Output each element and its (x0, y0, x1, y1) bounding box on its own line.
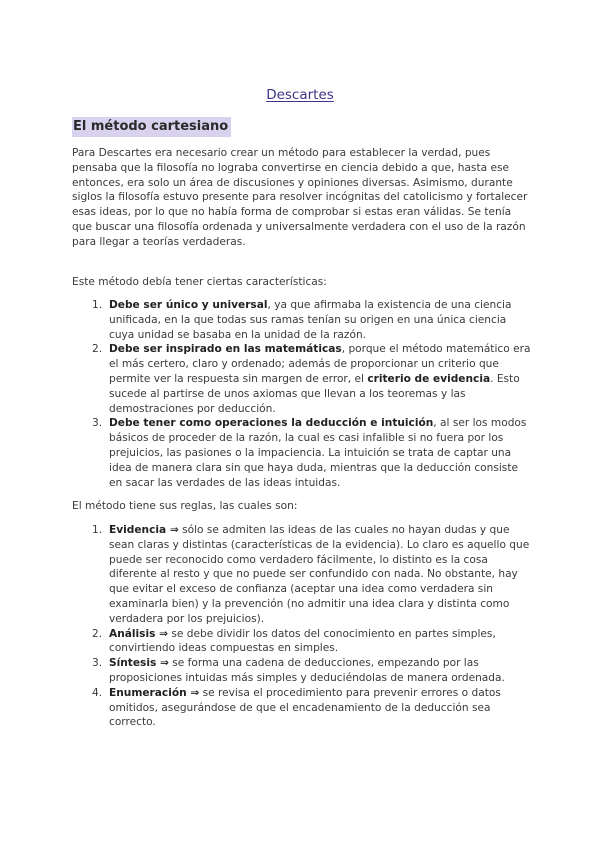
list-item-number: 1. (92, 299, 103, 311)
list-item (92, 416, 532, 490)
list-item-text: sólo se admiten las ideas de las cuales no hayan dudas y que sean claras y distintas (características de la evidencia). Lo claro es aquello que puede ser reconocido como verdadero fácilmente, lo distinto es la cosa diferente al resto y que no puede ser confundido con nada. No obstante, hay que evitar el exceso de confianza (aceptar una idea como verdadera sin examinarla bien) y la prevención (no admitir una idea clara y distinta como verdadera por los prejuicios). (109, 524, 530, 625)
list-item-text-2: . Esto sucede al partirse de unos axiomas que llevan a los teoremas y las demostraciones por deducción. (109, 372, 520, 415)
list-item (92, 342, 532, 416)
document-title: Descartes (266, 87, 334, 103)
rules-intro: El método tiene sus reglas, las cuales son: (72, 500, 298, 512)
list-item-term-2: criterio de evidencia (367, 372, 491, 385)
list-item-number: 2. (92, 627, 103, 640)
list-item-text: se revisa el procedimiento para prevenir errores o datos omitidos, asegurándose de que el encadenamiento de la deducción sea correcto. (109, 686, 501, 729)
rules-list (92, 523, 532, 730)
list-item-text: se forma una cadena de deducciones, empezando por las proposiciones intuidas más simples y deduciéndolas de manera ordenada. (109, 657, 505, 684)
section-heading: El método cartesiano (72, 117, 231, 137)
list-item (92, 523, 532, 627)
list-item-text: , al ser los modos básicos de proceder de la razón, la cual es casi infalible si no fuera por los prejuicios, las pasiones o la impaciencia. La intuición se trata de captar una idea de manera clara sin que haya duda, mientras que la deducción consiste en sacar las verdades de las ideas intuidas. (109, 417, 527, 489)
list-item-number: 2. (92, 343, 103, 356)
list-item (92, 686, 532, 730)
list-item-number: 1. (92, 524, 103, 536)
list-item-number: 3. (92, 417, 103, 430)
list-item-text: , porque el método matemático era el más certero, claro y ordenado; además de proporcionar un criterio que permite ver la respuesta sin margen de error, el (109, 343, 531, 385)
list-item-term: Debe tener como operaciones la deducción e intuición (109, 417, 434, 430)
list-item-term: Debe ser único y universal (109, 299, 268, 311)
list-item-text: se debe dividir los datos del conocimiento en partes simples, convirtiendo ideas compuestas en simples. (109, 627, 496, 655)
list-item-number: 3. (92, 657, 103, 670)
list-item-term: Evidencia ⇒ (109, 524, 179, 536)
list-item-term: Enumeración ⇒ (109, 686, 200, 699)
characteristics-intro: Este método debía tener ciertas características: (72, 276, 327, 288)
list-item-term: Síntesis ⇒ (109, 657, 169, 670)
list-item-text: , ya que afirmaba la existencia de una ciencia unificada, en la que todas sus ramas tenían su origen en una única ciencia cuya unidad se basaba en la unidad de la razón. (109, 299, 512, 341)
list-item-term: Debe ser inspirado en las matemáticas (109, 343, 342, 356)
list-item (92, 298, 532, 342)
list-item-number: 4. (92, 686, 103, 699)
list-item-term: Análisis ⇒ (109, 627, 168, 640)
list-item (92, 656, 532, 686)
characteristics-list (92, 298, 532, 490)
intro-paragraph: Para Descartes era necesario crear un método para establecer la verdad, pues pensaba que la filosofía no lograba convertirse en ciencia debido a que, hasta ese entonces, era solo un área de discusiones y opiniones diversas. Asimismo, durante siglos la filosofía estuvo presente para resolver incógnitas del catolicismo y fortalecer esas ideas, por lo que no había forma de comprobar si estas eran válidas. Se tenía que buscar una filosofía ordenada y universalmente verdadera con el uso de la razón para llegar a teorías verdaderas. (72, 147, 528, 248)
list-item (92, 627, 532, 657)
